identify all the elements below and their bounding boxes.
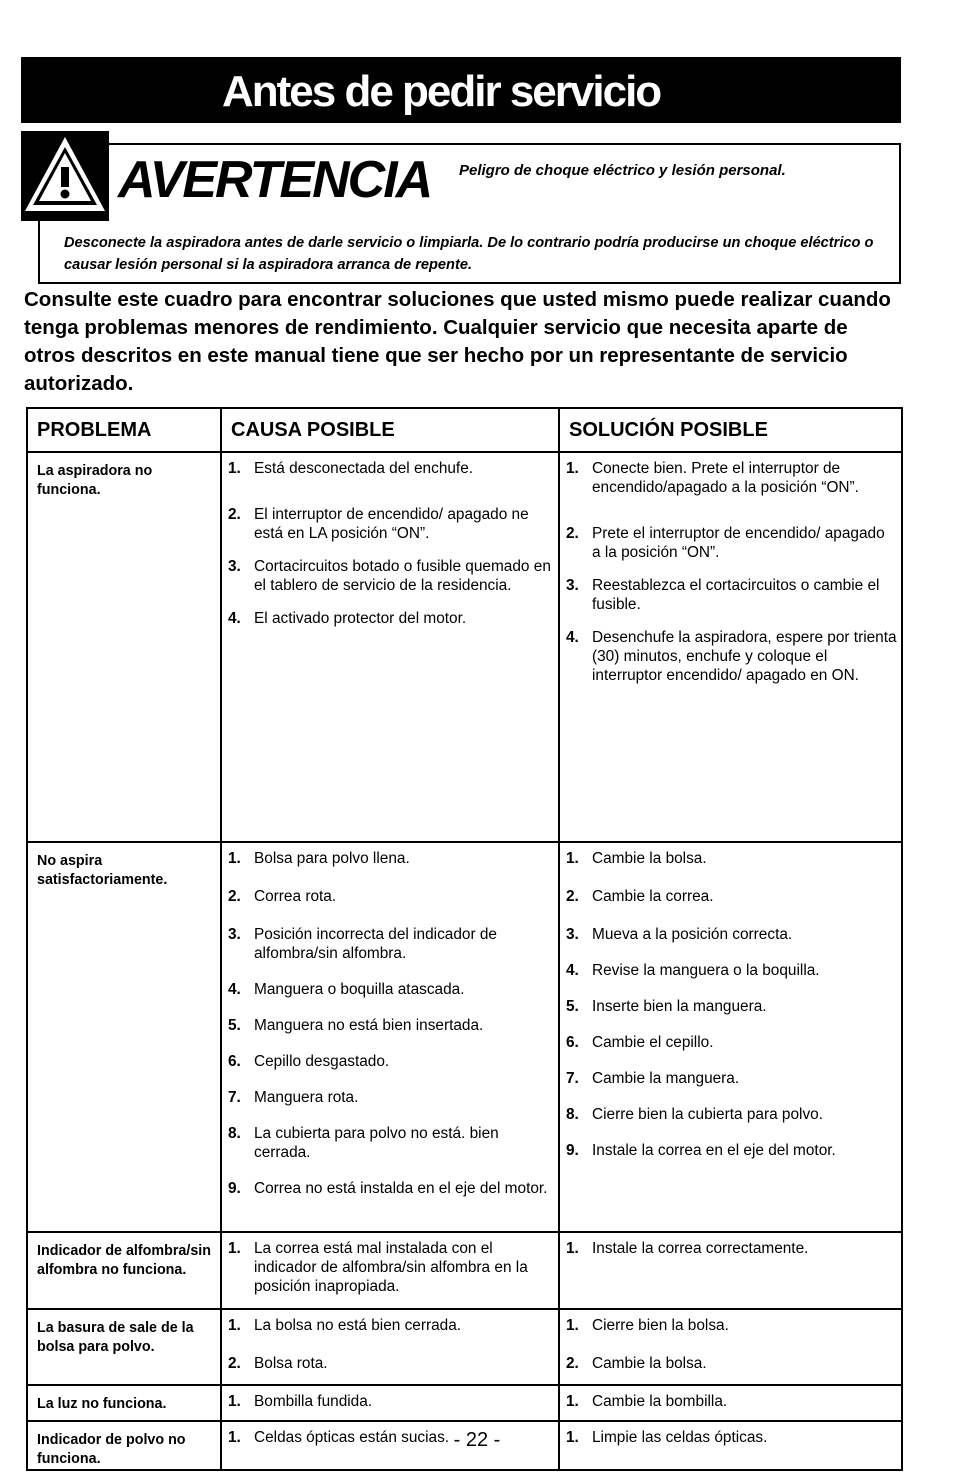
solution-text: Inserte bien la manguera.: [592, 998, 767, 1015]
solution-cell: [559, 452, 902, 842]
cause-text: Cepillo desgastado.: [254, 1053, 390, 1070]
item-number: 5.: [228, 1017, 241, 1034]
item-number: 2.: [228, 506, 241, 523]
cause-text: Manguera rota.: [254, 1089, 359, 1106]
cause-text: Bolsa para polvo llena.: [254, 850, 410, 867]
solution-text: Conecte bien. Prete el interruptor de encendido/apagado a la posición “ON”.: [592, 460, 859, 496]
cause-text: La bolsa no está bien cerrada.: [254, 1317, 462, 1334]
item-number: 4.: [566, 629, 579, 646]
cause-cell: [221, 842, 559, 1232]
solution-text: Revise la manguera o la boquilla.: [592, 962, 820, 979]
solution-item: [566, 1141, 897, 1160]
item-number: 2.: [566, 525, 579, 542]
solution-text: Cierre bien la bolsa.: [592, 1317, 729, 1334]
table-body: [27, 452, 902, 1470]
cause-text: Cortacircuitos botado o fusible quemado en el tablero de servicio de la residencia.: [254, 558, 551, 594]
cause-item: [228, 1316, 554, 1335]
problem-cell: La aspiradora no funciona.: [27, 452, 221, 842]
table-row: [27, 842, 902, 1232]
solution-item: [566, 628, 897, 685]
problem-cell: Indicador de polvo no funciona.: [27, 1421, 221, 1470]
troubleshooting-table: [26, 407, 903, 1471]
solution-item: [566, 887, 897, 906]
solution-item: [566, 1239, 897, 1258]
solution-text: Cierre bien la cubierta para polvo.: [592, 1106, 823, 1123]
cause-item: [228, 1088, 554, 1107]
cause-item: [228, 1239, 554, 1296]
cause-item: [228, 849, 554, 868]
solution-text: Instale la correa correctamente.: [592, 1240, 809, 1257]
item-number: 2.: [228, 888, 241, 905]
item-number: 7.: [566, 1070, 579, 1087]
cause-text: El interruptor de encendido/ apagado ne está en LA posición “ON”.: [254, 506, 529, 542]
warning-subtitle: Peligro de choque eléctrico y lesión personal.: [459, 162, 786, 179]
item-number: 1.: [566, 850, 579, 867]
solution-text: Cambie el cepillo.: [592, 1034, 714, 1051]
cause-text: La cubierta para polvo no está. bien cerrada.: [254, 1125, 499, 1161]
warning-heading: AVERTENCIA: [118, 151, 432, 209]
cause-text: Correa no está instalda en el eje del motor.: [254, 1180, 548, 1197]
solution-cell: [559, 1309, 902, 1385]
item-number: 8.: [566, 1106, 579, 1123]
solution-text: Cambie la bolsa.: [592, 1355, 707, 1372]
item-number: 5.: [566, 998, 579, 1015]
item-number: 1.: [566, 1393, 579, 1410]
solution-item: [566, 576, 897, 614]
solution-text: Desenchufe la aspiradora, espere por trienta (30) minutos, enchufe y coloque el interruptor encendido/ apagado en ON.: [592, 629, 897, 684]
cause-item: [228, 980, 554, 999]
item-number: 1.: [566, 1240, 579, 1257]
table-header-row: [27, 408, 902, 452]
cause-text: Manguera o boquilla atascada.: [254, 981, 465, 998]
solution-item: [566, 524, 897, 562]
solution-cell: [559, 1385, 902, 1421]
page-number: - 22 -: [453, 1429, 501, 1451]
solution-item: [566, 925, 897, 944]
item-number: 8.: [228, 1125, 241, 1142]
cause-cell: [221, 1385, 559, 1421]
solution-text: Prete el interruptor de encendido/ apagado a la posición “ON”.: [592, 525, 885, 561]
cause-text: Correa rota.: [254, 888, 337, 905]
solution-text: Limpie las celdas ópticas.: [592, 1429, 768, 1446]
problem-cell: No aspira satisfactoriamente.: [27, 842, 221, 1232]
cause-text: Manguera no está bien insertada.: [254, 1017, 484, 1034]
cause-item: [228, 459, 554, 478]
solution-text: Instale la correa en el eje del motor.: [592, 1142, 836, 1159]
item-number: 4.: [228, 610, 241, 627]
header-cause: CAUSA POSIBLE: [221, 408, 559, 452]
cause-item: [228, 1179, 554, 1198]
solution-text: Mueva a la posición correcta.: [592, 926, 793, 943]
solution-text: Cambie la bombilla.: [592, 1393, 728, 1410]
item-number: 3.: [228, 926, 241, 943]
solution-item: [566, 1069, 897, 1088]
solution-item: [566, 1105, 897, 1124]
item-number: 2.: [228, 1355, 241, 1372]
table-row: [27, 452, 902, 842]
item-number: 1.: [566, 1317, 579, 1334]
solution-item: [566, 1316, 897, 1335]
item-number: 1.: [566, 1429, 579, 1446]
table-row: [27, 1385, 902, 1421]
item-number: 4.: [228, 981, 241, 998]
solution-item: [566, 997, 897, 1016]
intro-paragraph: Consulte este cuadro para encontrar soluciones que usted mismo puede realizar cuando tenga problemas menores de rendimiento. Cualquier servicio que necesita aparte de otros descritos en este manual tiene que ser hecho por un representante de servicio autorizado.: [24, 288, 891, 395]
cause-item: [228, 1016, 554, 1035]
cause-text: Bolsa rota.: [254, 1355, 328, 1372]
item-number: 4.: [566, 962, 579, 979]
header-solution: SOLUCIÓN POSIBLE: [559, 408, 902, 452]
solution-text: Cambie la manguera.: [592, 1070, 740, 1087]
cause-item: [228, 925, 554, 963]
item-number: 1.: [228, 1393, 241, 1410]
cause-cell: [221, 1309, 559, 1385]
cause-item: [228, 1052, 554, 1071]
item-number: 1.: [228, 1317, 241, 1334]
solution-text: Reestablezca el cortacircuitos o cambie el fusible.: [592, 577, 880, 613]
problem-cell: Indicador de alfombra/sin alfombra no funciona.: [27, 1232, 221, 1309]
cause-text: Celdas ópticas están sucias.: [254, 1429, 450, 1446]
cause-text: La correa está mal instalada con el indicador de alfombra/sin alfombra en la posición inapropiada.: [254, 1240, 528, 1295]
item-number: 9.: [228, 1180, 241, 1197]
item-number: 6.: [566, 1034, 579, 1051]
cause-text: Está desconectada del enchufe.: [254, 460, 474, 477]
cause-text: Bombilla fundida.: [254, 1393, 373, 1410]
solution-text: Cambie la bolsa.: [592, 850, 707, 867]
cause-cell: [221, 1232, 559, 1309]
item-number: 3.: [566, 926, 579, 943]
item-number: 9.: [566, 1142, 579, 1159]
item-number: 3.: [566, 577, 579, 594]
cause-item: [228, 609, 554, 628]
problem-cell: La basura de sale de la bolsa para polvo.: [27, 1309, 221, 1385]
solution-item: [566, 459, 897, 497]
item-number: 1.: [228, 460, 241, 477]
cause-text: El activado protector del motor.: [254, 610, 467, 627]
item-number: 7.: [228, 1089, 241, 1106]
item-number: 1.: [228, 850, 241, 867]
solution-cell: [559, 842, 902, 1232]
item-number: 6.: [228, 1053, 241, 1070]
item-number: 1.: [566, 460, 579, 477]
warning-triangle-icon: [21, 131, 109, 221]
cause-cell: [221, 452, 559, 842]
solution-item: [566, 1354, 897, 1373]
item-number: 3.: [228, 558, 241, 575]
table-row: [27, 1232, 902, 1309]
item-number: 2.: [566, 888, 579, 905]
solution-item: [566, 1392, 897, 1411]
item-number: 1.: [228, 1429, 241, 1446]
cause-item: [228, 505, 554, 543]
solution-text: Cambie la correa.: [592, 888, 714, 905]
warning-text: Desconecte la aspiradora antes de darle servicio o limpiarla. De lo contrario podría producirse un choque eléctrico o causar lesión personal si la aspiradora arranca de repente.: [64, 235, 874, 273]
item-number: 2.: [566, 1355, 579, 1372]
solution-item: [566, 1033, 897, 1052]
cause-item: [228, 557, 554, 595]
problem-cell: La luz no funciona.: [27, 1385, 221, 1421]
table-row: [27, 1309, 902, 1385]
solution-cell: [559, 1232, 902, 1309]
cause-text: Posición incorrecta del indicador de alfombra/sin alfombra.: [254, 926, 497, 962]
cause-item: [228, 1124, 554, 1162]
solution-item: [566, 849, 897, 868]
header-problem: PROBLEMA: [27, 408, 221, 452]
solution-item: [566, 961, 897, 980]
cause-item: [228, 887, 554, 906]
cause-item: [228, 1392, 554, 1411]
page-title: Antes de pedir servicio: [21, 57, 901, 123]
item-number: 1.: [228, 1240, 241, 1257]
cause-item: [228, 1354, 554, 1373]
